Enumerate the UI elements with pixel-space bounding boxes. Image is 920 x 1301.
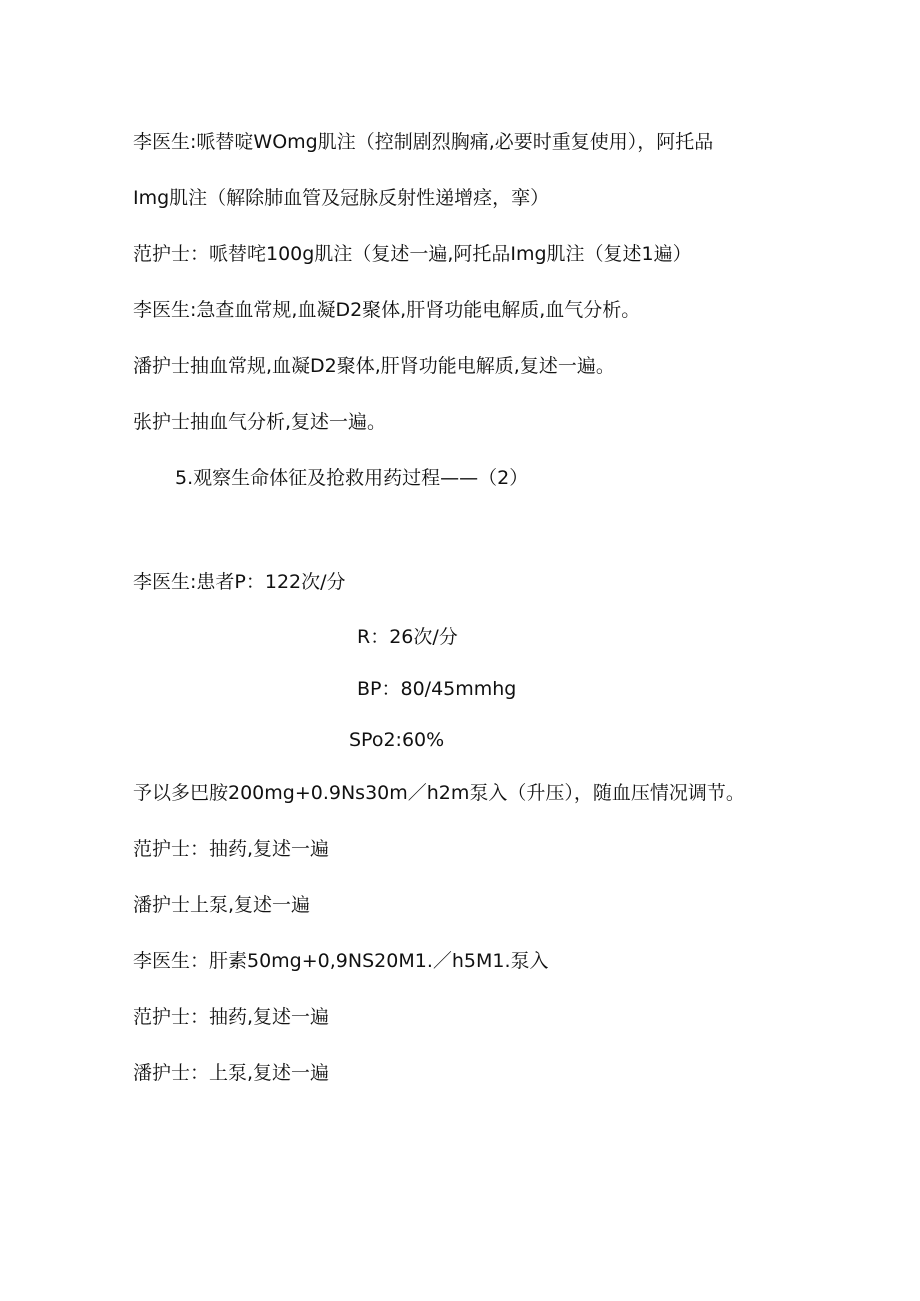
text-line-15: 李医生：肝素50mg+0,9NS20M1.／h5M1.泵入 — [133, 950, 549, 972]
text-line-1: 李医生:哌替啶WOmg肌注（控制剧烈胸痛,必要时重复使用），阿托品 — [133, 131, 714, 153]
text-line-14: 潘护士上泵,复述一遍 — [133, 894, 311, 916]
text-line-17: 潘护士：上泵,复述一遍 — [133, 1062, 330, 1084]
text-line-3: 范护士：哌替咤100g肌注（复述一遍,阿托品Img肌注（复述1遍） — [133, 243, 692, 265]
vital-respiration: R：26次/分 — [357, 626, 458, 648]
text-line-5: 潘护士抽血常规,血凝D2聚体,肝肾功能电解质,复述一遍。 — [133, 355, 615, 377]
text-line-2: Img肌注（解除肺血管及冠脉反射性递增痉，挛） — [133, 187, 550, 209]
text-line-13: 范护士：抽药,复述一遍 — [133, 838, 330, 860]
vital-spo2: SPo2:60% — [349, 729, 445, 751]
text-line-6: 张护士抽血气分析,复述一遍。 — [133, 411, 387, 433]
vital-blood-pressure: BP：80/45mmhg — [357, 678, 517, 700]
text-line-8: 李医生:患者P：122次/分 — [133, 571, 346, 593]
text-line-4: 李医生:急查血常规,血凝D2聚体,肝肾功能电解质,血气分析。 — [133, 299, 641, 321]
section-heading: 5.观察生命体征及抢救用药过程——（2） — [175, 467, 529, 489]
text-line-12: 予以多巴胺200mg+0.9Ns30m／h2m泵入（升压），随血压情况调节。 — [133, 782, 745, 804]
text-line-16: 范护士：抽药,复述一遍 — [133, 1006, 330, 1028]
